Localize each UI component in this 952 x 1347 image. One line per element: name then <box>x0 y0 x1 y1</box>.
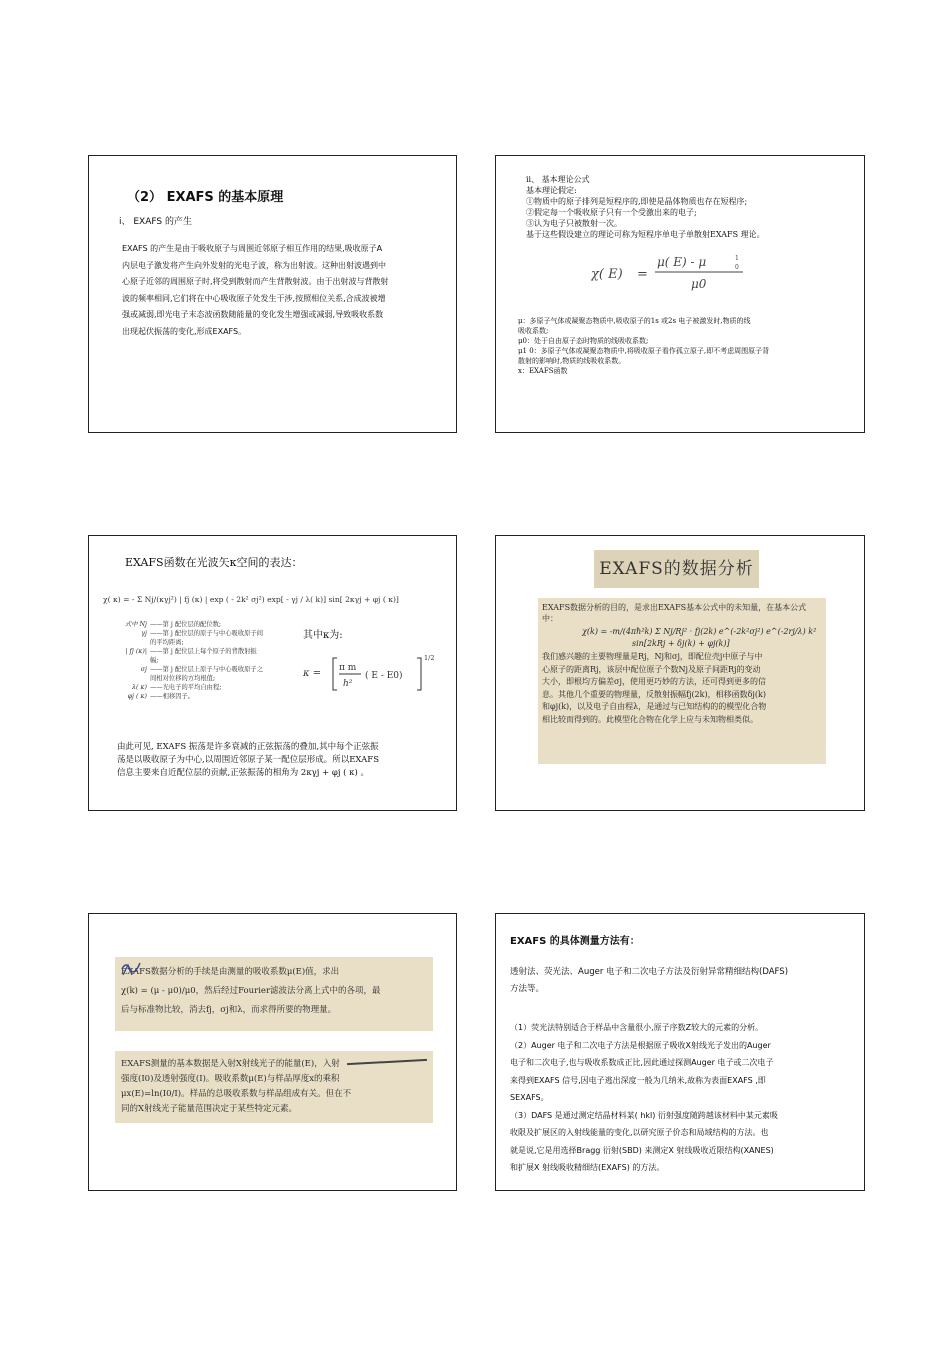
slide-measurement-methods <box>495 913 865 1191</box>
formula-eq: = <box>637 267 648 282</box>
svg-text:κ =: κ = <box>303 668 322 679</box>
text-line: 电子和二次电子,也与吸收系数成正比,因此通过探测Auger 电子或二次电子 <box>510 1058 774 1067</box>
text-line: ①物质中的原子排列是短程序的,即使是晶体物质也存在短程序; <box>526 197 748 206</box>
text-line: ③认为电子只被散射一次。 <box>526 219 622 228</box>
formula-text: χ( κ) = - Σ Nj/(κγj²) | fj (κ) | exp ( - 2k² σj²) exp[ - γj / λ( k)] sin[ 2κγj + φj ( κ)] <box>103 595 399 604</box>
scanned-block-procedure <box>115 957 433 1031</box>
text-line: 方法等。 <box>510 984 545 994</box>
text-line: μ：多原子气体或凝聚态物质中,吸收原子的1s 或2s 电子被激发时,物质的线 <box>518 317 751 325</box>
text-line: 散射的影响时,物质的线吸收系数。 <box>518 357 626 365</box>
slide-exafs-principle <box>88 155 457 433</box>
text-line: 透射法、荧光法、Auger 电子和二次电子方法及衍射异常精细结构(DAFS) <box>510 967 789 977</box>
text-line: 同的X射线光子能量范围决定于某些特定元素。 <box>121 1104 298 1114</box>
body-paragraph <box>542 651 822 726</box>
text-line: 强度(I0)及透射强度(I)。吸收系数μ(E)与样品厚度x的乘积 <box>121 1074 340 1084</box>
conclusion-paragraph <box>117 741 437 780</box>
text-line: 相比较而得到的。此模型化合物在化学上应与未知物相类似。 <box>542 714 758 724</box>
text-line: 荡是以吸收原子为中心,以周围近邻原子某一配位层形成。所以EXAFS <box>117 755 380 765</box>
text-line: χ(k) = (μ - μ0)/μ0，然后经过Fourier滤波法分离上式中的各项，最 <box>121 986 381 996</box>
text-line: 我们感兴趣的主要物理量是Rj，Nj和σj，即配位壳j中原子与中 <box>542 652 763 661</box>
chi-formula <box>591 254 771 294</box>
text-line: 吸收系数; <box>518 327 549 335</box>
text-line: 收限及扩展区的入射线能量的变化,以研究原子价态和局域结构的方法。也 <box>510 1128 769 1137</box>
legend-row: 幅; <box>150 657 159 664</box>
intro-text: EXAFS数据分析的目的，是求出EXAFS基本公式中的未知量，在基本公式中： <box>542 603 807 623</box>
text-line: 就是说,它是用选择Bragg 衍射(SBD) 来测定X 射线吸收近限结构(XANES) <box>510 1145 774 1155</box>
svg-text:1/2: 1/2 <box>424 654 435 662</box>
text-line: 和φj(k)，以及电子自由程λ，是通过与已知结构的的模型化合物 <box>542 702 767 711</box>
text-line: 心原子的距离Rj，该层中配位原子个数Nj及原子间距Rj的变动 <box>542 664 761 674</box>
text-line: x：EXAFS函数 <box>518 367 568 375</box>
text-line: （2）Auger 电子和二次电子方法是根据原子吸收X射线光子发出的Auger <box>510 1040 771 1050</box>
slide-data-analysis <box>495 535 865 811</box>
method-list <box>510 1019 852 1177</box>
theory-assumptions <box>526 174 846 240</box>
text-line: 后与标准物比较，消去fj，σj和λ，而求得所要的物理量。 <box>121 1005 337 1015</box>
svg-text:π m: π m <box>339 663 357 673</box>
text-line: 内层电子激发将产生向外发射的光电子波，称为出射波。这种出射波遇到中 <box>122 260 386 270</box>
paragraph <box>122 241 428 340</box>
text-line: EXAFS数据分析的手续是由测量的吸收系数μ(E)值，求出 <box>121 967 340 977</box>
text-line: （1）荧光法特别适合于样品中含量很小,原子序数Z较大的元素的分析。 <box>510 1023 764 1032</box>
text-line: ii、 基本理论公式 <box>526 175 590 184</box>
svg-text:( E - E0): ( E - E0) <box>365 671 403 681</box>
exafs-main-formula <box>103 586 448 610</box>
text-line: 基于这些假设建立的理论可称为短程序单电子单散射EXAFS 理论。 <box>526 230 765 239</box>
scanned-body <box>538 598 826 764</box>
symbol-legend <box>107 620 287 701</box>
text-line: 息。其他几个重要的物理量，反散射振幅fj(2k)，相移函数δj(k) <box>542 689 767 699</box>
slide-measurement-procedure <box>88 913 457 1191</box>
formula-num-sub: 0 <box>735 264 739 271</box>
text-line: EXAFS测量的基本数据是入射X射线光子的能量(E)，入射 <box>121 1059 340 1069</box>
slide-title: EXAFS函数在光波矢κ空间的表达： <box>125 556 303 569</box>
scanned-title: EXAFS的数据分析 <box>594 550 759 588</box>
slide-basic-theory <box>495 155 865 433</box>
legend-row: 的平均距离; <box>150 639 184 646</box>
scanned-block-basic-data <box>115 1051 433 1123</box>
legend-row: λ( κ) ——光电子的平均自由程; <box>131 684 222 691</box>
slide-kappa-space <box>88 535 457 811</box>
symbol-definitions <box>518 316 848 376</box>
slide-title: EXAFS 的具体测量方法有： <box>510 936 640 947</box>
text-line: （3）DAFS 是通过测定结晶材料某( hkl) 衍射强度随跨越该材料中某元素吸 <box>510 1110 778 1120</box>
text-line: 强或减弱,即光电子末态波函数随能量的变化发生增强或减弱,导致吸收系数 <box>122 310 384 319</box>
text-line: 大小，即根均方偏差σj，使用更巧妙的方法，还可得到更多的信 <box>542 677 766 686</box>
handwritten-check-icon <box>120 959 142 979</box>
slide-title: （2） EXAFS 的基本原理 <box>127 190 284 205</box>
legend-row: φj ( κ) ——相移因子。 <box>127 693 195 700</box>
text-line: μ1 0：多原子气体或凝聚态物质中,将吸收原子看作孤立原子,即不考虑周围原子背 <box>518 347 770 355</box>
text-line: μ0：处于自由原子态时物质的线吸收系数; <box>518 337 649 345</box>
kappa-label: 其中κ为: <box>303 630 343 641</box>
svg-text:h²: h² <box>343 679 353 689</box>
text-line: 波的频率相同,它们将在中心吸收原子处发生干涉,按照相位关系,合成波被增 <box>122 293 386 303</box>
text-line: 基本理论假定: <box>526 186 577 195</box>
legend-row: σj ——第 j 配位层上原子与中心吸收原子之 <box>140 666 264 673</box>
formula-line: sin[2kRj + δj(k) + φj(k)] <box>632 639 730 648</box>
section-subtitle: i、 EXAFS 的产生 <box>119 217 192 227</box>
text-line: 由此可见, EXAFS 振荡是许多衰减的正弦振荡的叠加,其中每个正弦振 <box>117 742 379 752</box>
text-line: ②假定每一个吸收原子只有一个受激出来的电子; <box>526 208 697 217</box>
formula-line: χ(k) = -m/(4πħ²k) Σ Nj/Rj² · fj(2k) e^(-2k²σj²) e^(-2rj/λ) k² <box>582 627 817 636</box>
text-line: 和扩展X 射线吸收精细结(EXAFS) 的方法。 <box>510 1163 665 1172</box>
text-line: SEXAFS。 <box>510 1093 549 1102</box>
formula-lhs: χ( E) <box>591 267 623 282</box>
intro-paragraph <box>510 964 850 998</box>
text-line: 信息主要来自近配位层的贡献,正弦振荡的相角为 2κγj + φj ( κ) 。 <box>117 768 370 778</box>
formula-denominator: μ0 <box>691 277 707 291</box>
text-line: 来得到EXAFS 信号,因电子逃出深度一般为几纳米,故称为表面EXAFS ,即 <box>510 1075 766 1085</box>
text-line: 出现起伏振荡的变化,形成EXAFS。 <box>122 326 247 336</box>
legend-row: 间相对位移的方均根值; <box>150 675 216 682</box>
text-line: μx(E)=ln(I0/I)。样品的总吸收系数与样品组成有关。但在不 <box>121 1089 352 1099</box>
legend-row: 式中 Nj ——第 j 配位层的配位数; <box>124 621 222 628</box>
legend-row: γj ——第 j 配位层的原子与中心吸收原子间 <box>141 630 264 637</box>
text-line: 心原子近邻的周围原子时,将受到散射而产生背散射波。由于出射波与背散射 <box>122 277 389 286</box>
formula-num-sup: 1 <box>735 255 739 262</box>
legend-row: | fj (κ)| ——第 j 配位层上每个原子的背散射振 <box>125 648 257 655</box>
text-line: EXAFS 的产生是由于吸收原子与周围近邻原子相互作用的结果,吸收原子A <box>122 244 383 253</box>
kappa-formula <box>303 646 443 696</box>
formula-numerator: μ( E) - μ <box>657 255 707 269</box>
